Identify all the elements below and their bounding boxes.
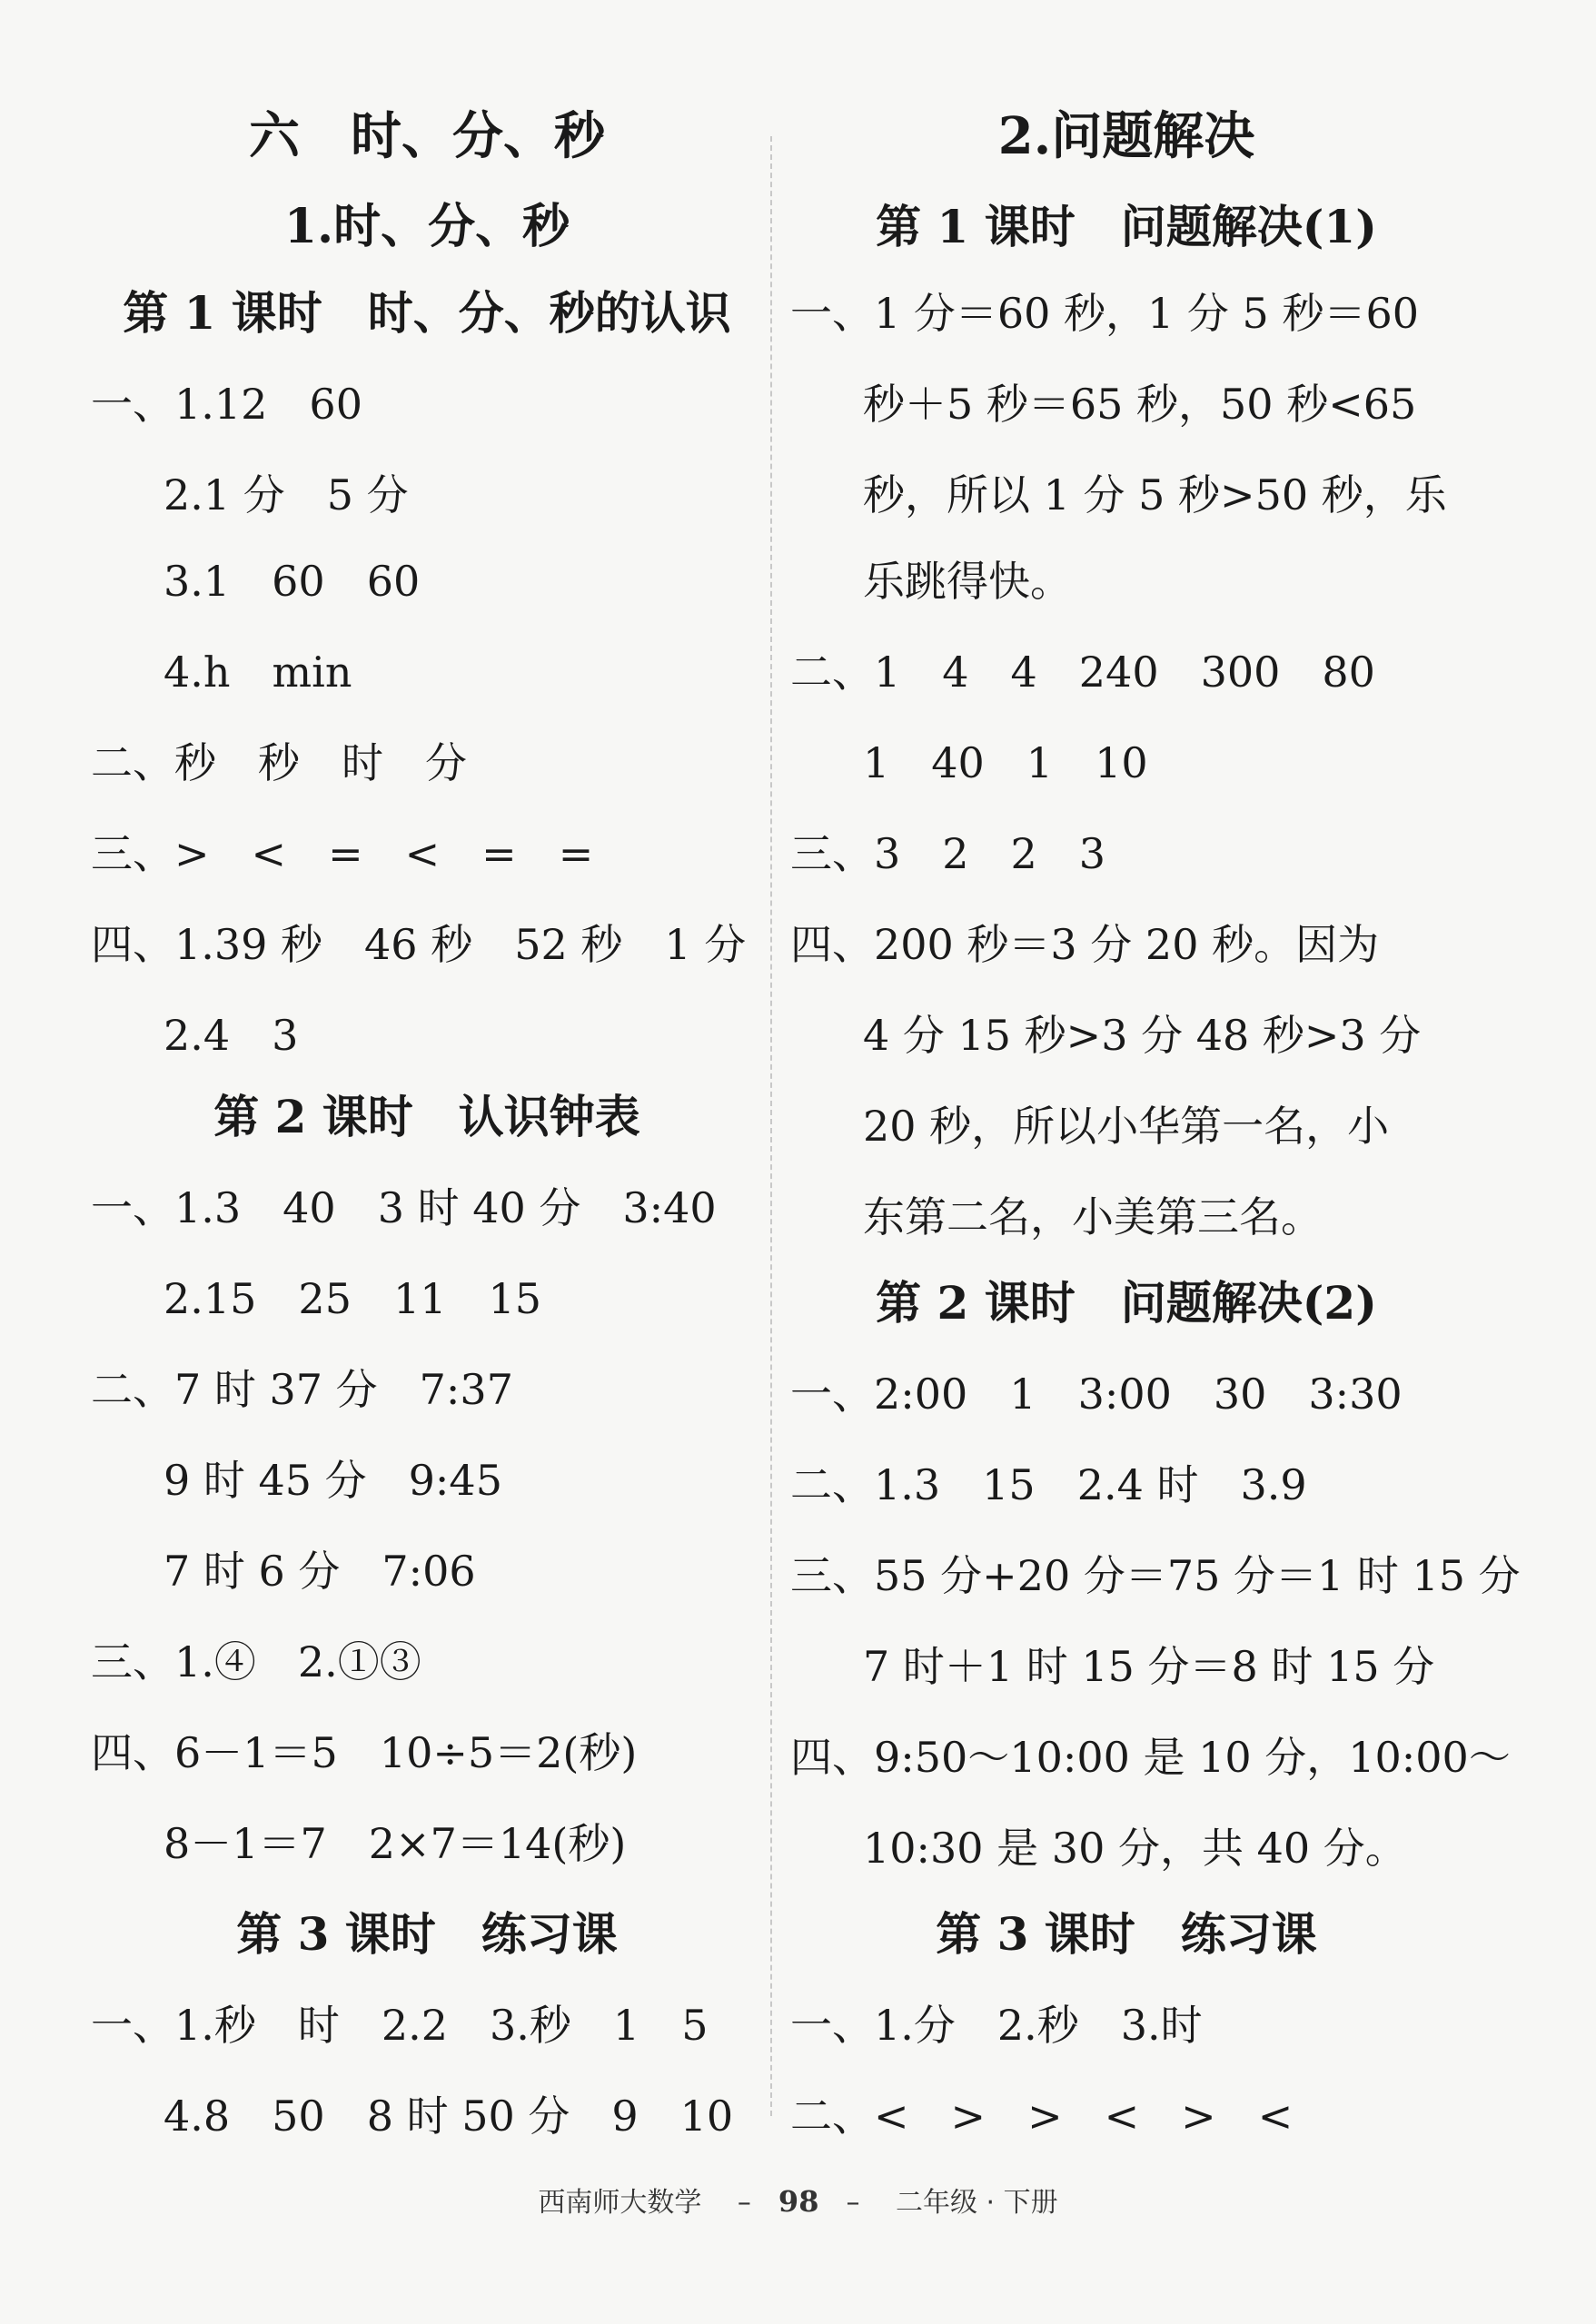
footer-book-title: 西南师大数学: [538, 2187, 702, 2219]
answer-line: 2.1 分 5 分: [164, 470, 409, 519]
answer-line: 三、3 2 2 3: [790, 829, 1106, 878]
section-heading: 第 3 课时 练习课: [236, 1907, 618, 1961]
answer-line: 4.h min: [164, 648, 352, 697]
answer-line: 7 时＋1 时 15 分＝8 时 15 分: [863, 1642, 1435, 1691]
answer-line: 秒＋5 秒＝65 秒，50 秒<65: [863, 380, 1417, 429]
answer-line: 1 40 1 10: [863, 738, 1148, 787]
answer-line: 一、1.3 40 3 时 40 分 3:40: [91, 1183, 717, 1232]
footer-grade: 二年级 · 下册: [896, 2187, 1058, 2219]
answer-line: 2.4 3: [164, 1011, 299, 1060]
answer-line: 二、7 时 37 分 7:37: [91, 1365, 513, 1414]
answer-line: 四、1.39 秒 46 秒 52 秒 1 分: [91, 920, 747, 969]
answer-line: 二、1 4 4 240 300 80: [790, 648, 1375, 697]
answer-line: 20 秒，所以小华第一名，小: [863, 1102, 1390, 1151]
section-heading: 第 2 课时 问题解决(2): [876, 1276, 1377, 1330]
answer-line: 三、> < = < = =: [91, 829, 594, 878]
answer-line: 一、1.12 60: [91, 380, 362, 429]
answer-line: 四、6－1＝5 10÷5＝2(秒): [91, 1728, 638, 1777]
answer-line: 四、9:50～10:00 是 10 分，10:00～: [790, 1733, 1511, 1782]
answer-line: 2.15 25 11 15: [164, 1274, 542, 1323]
answer-line: 二、1.3 15 2.4 时 3.9: [790, 1460, 1307, 1509]
answer-line: 一、1.分 2.秒 3.时: [790, 2001, 1203, 2050]
section-heading: 第 1 课时 问题解决(1): [876, 200, 1377, 253]
section-heading: 六 时、分、秒: [249, 106, 605, 166]
page-number: 98: [778, 2184, 819, 2219]
section-heading: 1.时、分、秒: [283, 199, 570, 254]
answer-line: 3.1 60 60: [164, 557, 421, 606]
answer-line: 8－1＝7 2×7＝14(秒): [164, 1819, 627, 1868]
column-divider: [770, 136, 772, 2116]
answer-line: 四、200 秒＝3 分 20 秒。因为: [790, 920, 1380, 969]
answer-line: 9 时 45 分 9:45: [164, 1456, 502, 1505]
answer-line: 东第二名，小美第三名。: [863, 1192, 1323, 1241]
answer-line: 三、55 分+20 分＝75 分＝1 时 15 分: [790, 1551, 1521, 1600]
section-heading: 第 3 课时 练习课: [936, 1907, 1317, 1961]
section-heading: 2.问题解决: [997, 106, 1255, 166]
answer-line: 4.8 50 8 时 50 分 9 10: [164, 2092, 734, 2141]
answer-line: 一、1.秒 时 2.2 3.秒 1 5: [91, 2001, 709, 2050]
answer-line: 二、< > > < > <: [790, 2092, 1294, 2141]
answer-line: 三、1.④ 2.①③: [91, 1637, 421, 1686]
answer-line: 一、1 分＝60 秒，1 分 5 秒＝60: [790, 289, 1419, 338]
answer-line: 秒，所以 1 分 5 秒>50 秒，乐: [863, 470, 1447, 519]
answer-line: 乐跳得快。: [863, 557, 1072, 606]
section-heading: 第 2 课时 认识钟表: [213, 1090, 640, 1143]
section-heading: 第 1 课时 时、分、秒的认识: [123, 286, 731, 340]
answer-line: 二、秒 秒 时 分: [91, 738, 467, 787]
answer-line: 7 时 6 分 7:06: [164, 1547, 476, 1596]
answer-line: 一、2:00 1 3:00 30 3:30: [790, 1370, 1403, 1419]
page-footer: 西南师大数学 – 98 – 二年级 · 下册: [538, 2184, 1058, 2219]
answer-line: 4 分 15 秒>3 分 48 秒>3 分: [863, 1011, 1422, 1060]
answer-line: 10:30 是 30 分，共 40 分。: [863, 1824, 1407, 1873]
